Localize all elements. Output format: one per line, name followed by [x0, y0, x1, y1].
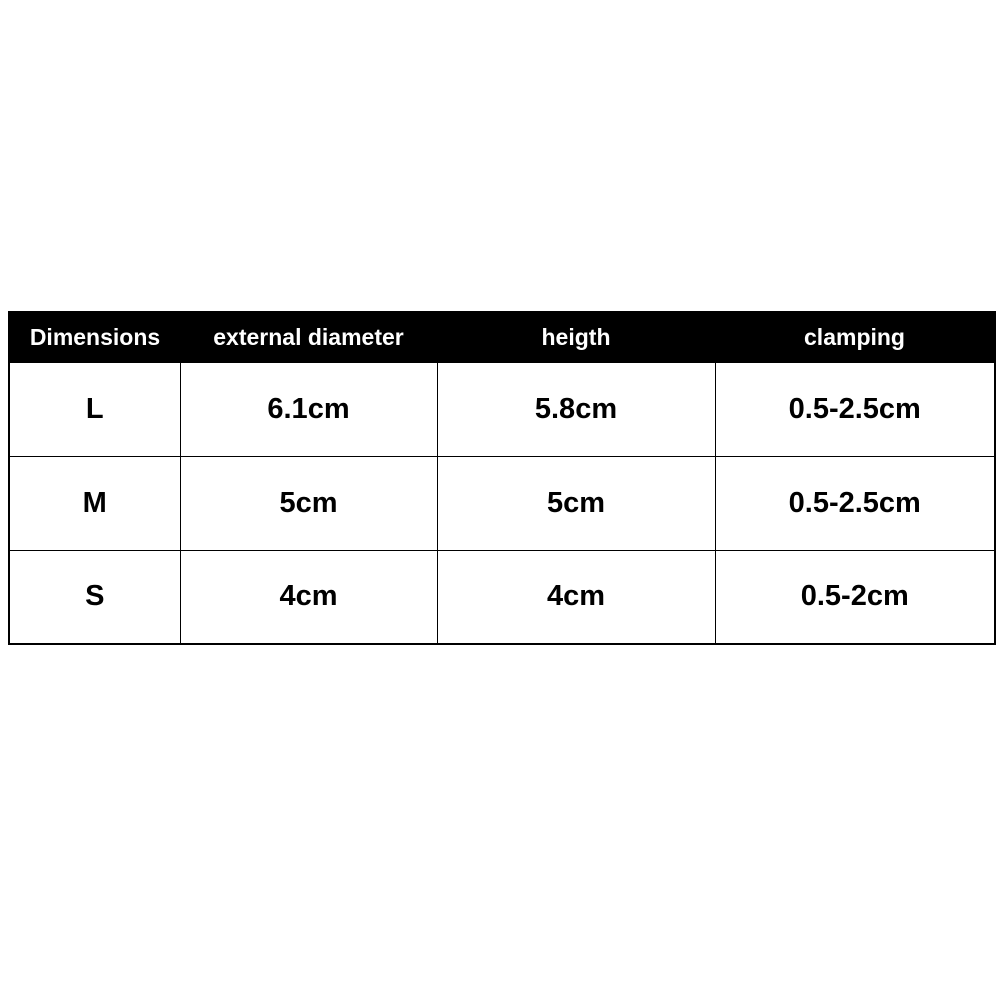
size-table	[8, 311, 996, 645]
header-dimensions: Dimensions	[29, 323, 161, 350]
clamping-value: 0.5-2.5cm	[715, 362, 995, 456]
table-row	[9, 362, 995, 456]
header-height: heigth	[541, 323, 611, 350]
size-label: M	[9, 456, 180, 550]
height-value: 5.8cm	[437, 362, 715, 456]
external-diameter-value: 6.1cm	[180, 362, 437, 456]
clamping-value: 0.5-2cm	[715, 550, 995, 644]
table-body	[9, 362, 995, 644]
height-value: 4cm	[437, 550, 715, 644]
external-diameter-value: 5cm	[180, 456, 437, 550]
height-value: 5cm	[437, 456, 715, 550]
table-row	[9, 550, 995, 644]
size-label: L	[9, 362, 180, 456]
header-external-diameter: external diameter	[213, 323, 404, 350]
table-header	[9, 312, 995, 362]
external-diameter-value: 4cm	[180, 550, 437, 644]
clamping-value: 0.5-2.5cm	[715, 456, 995, 550]
header-row	[9, 312, 995, 362]
table-row	[9, 456, 995, 550]
header-clamping: clamping	[804, 323, 905, 350]
size-label: S	[9, 550, 180, 644]
